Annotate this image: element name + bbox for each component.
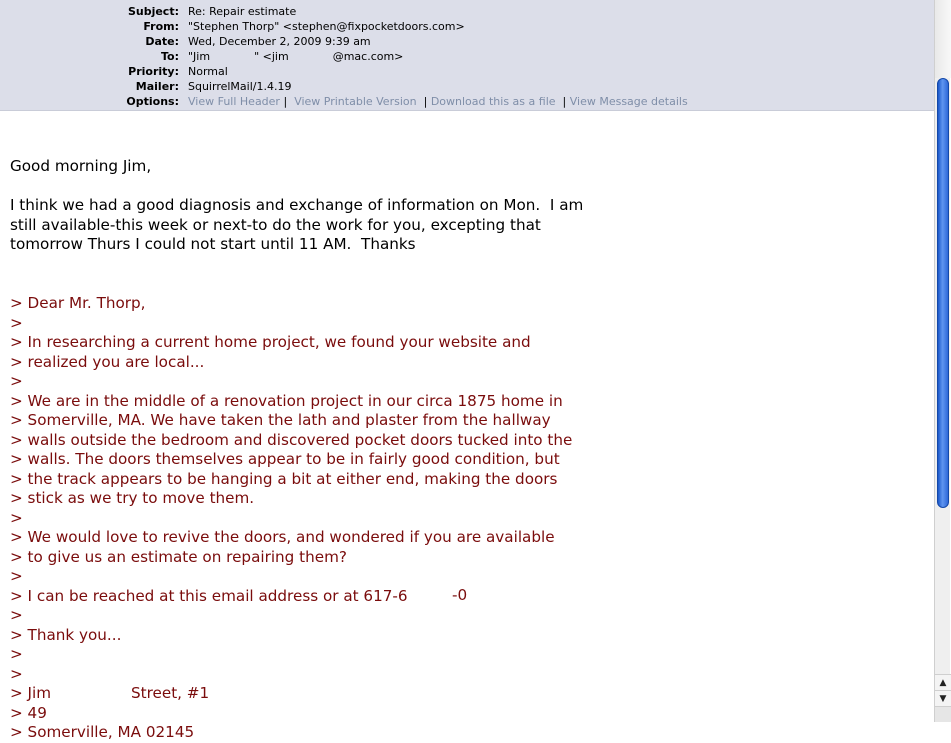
reply-line: Good morning Jim, — [10, 157, 152, 175]
reply-line — [10, 177, 583, 197]
to-value — [188, 49, 403, 64]
view-printable-version-link[interactable]: View Printable Version — [294, 95, 417, 108]
options-label: Options: — [126, 95, 179, 108]
quoted-line: > Thank you... — [10, 625, 122, 644]
quoted-line: > — [10, 372, 23, 390]
download-as-file-link[interactable]: Download this as a file — [430, 95, 556, 108]
quoted-line: > to give us an estimate on repairing them? — [10, 547, 347, 566]
quoted-line: > I can be reached at this email address or at 617-6 — [10, 586, 408, 605]
quoted-line: > Dear Mr. Thorp, — [10, 294, 146, 312]
scroll-track[interactable] — [935, 0, 951, 78]
quoted-line: > Somerville, MA 02145 — [10, 723, 195, 741]
vertical-scrollbar[interactable] — [934, 0, 950, 722]
view-message-details-link[interactable]: View Message details — [569, 95, 688, 108]
quoted-line: > the track appears to be hanging a bit at either end, making the doors — [10, 469, 558, 488]
to-value-part-3: @mac.com> — [332, 50, 404, 63]
options-separator: | — [562, 95, 567, 108]
options-separator: | — [283, 95, 288, 108]
quoted-line: > — [10, 664, 23, 683]
quoted-line: > walls. The doors themselves appear to be in fairly good condition, but — [10, 450, 560, 468]
quoted-text — [10, 294, 572, 743]
quoted-line: > We would love to revive the doors, and wondered if you are available — [10, 528, 555, 546]
options-separator: | — [423, 95, 428, 108]
quoted-line: > Jim — [10, 684, 52, 702]
phone-number-tail: -0 — [452, 586, 468, 604]
from-label: From: — [143, 20, 179, 33]
scroll-thumb[interactable] — [937, 78, 949, 508]
street-name-tail: Street, #1 — [131, 684, 210, 702]
to-value-part-1: "Jim — [188, 50, 211, 63]
scrollbar-corner — [935, 706, 951, 722]
reply-line: I think we had a good diagnosis and exchange of information on Mon. I am — [10, 196, 584, 214]
view-full-header-link[interactable]: View Full Header — [188, 95, 280, 108]
quoted-line: > — [10, 645, 23, 663]
from-value: "Stephen Thorp" <stephen@fixpocketdoors.com> — [188, 20, 465, 33]
subject-label: Subject: — [127, 5, 179, 18]
quoted-line: > — [10, 313, 23, 332]
quoted-line: > We are in the middle of a renovation project in our circa 1875 home in — [10, 391, 563, 410]
reply-line: tomorrow Thurs I could not start until 11 AM. Thanks — [10, 235, 416, 253]
date-label: Date: — [145, 35, 179, 48]
quoted-line: > Somerville, MA. We have taken the lath and plaster from the hallway — [10, 411, 551, 429]
priority-value: Normal — [188, 65, 228, 78]
reply-line: still available-this week or next-to do the work for you, excepting that — [10, 215, 541, 234]
to-label: To: — [161, 50, 179, 63]
quoted-line: > — [10, 508, 23, 527]
quoted-line: > — [10, 606, 23, 624]
subject-value: Re: Repair estimate — [188, 5, 297, 18]
mailer-value: SquirrelMail/1.4.19 — [188, 80, 292, 93]
date-value: Wed, December 2, 2009 9:39 am — [188, 35, 371, 48]
quoted-line: > walls outside the bedroom and discovered pocket doors tucked into the — [10, 430, 573, 449]
reply-text — [10, 157, 583, 255]
message-body — [0, 112, 934, 741]
to-value-part-2: " <jim — [254, 50, 289, 63]
quoted-line: > realized you are local... — [10, 352, 205, 371]
options-links — [188, 94, 688, 109]
scroll-up-arrow-icon[interactable]: ▲ — [935, 674, 951, 690]
quoted-line: > — [10, 567, 23, 585]
priority-label: Priority: — [128, 65, 179, 78]
mailer-label: Mailer: — [135, 80, 179, 93]
scroll-down-arrow-icon[interactable]: ▼ — [935, 690, 951, 706]
quoted-line: > stick as we try to move them. — [10, 489, 255, 507]
message-header — [0, 0, 934, 111]
quoted-line: > 49 — [10, 703, 47, 722]
quoted-line: > In researching a current home project, we found your website and — [10, 333, 531, 351]
